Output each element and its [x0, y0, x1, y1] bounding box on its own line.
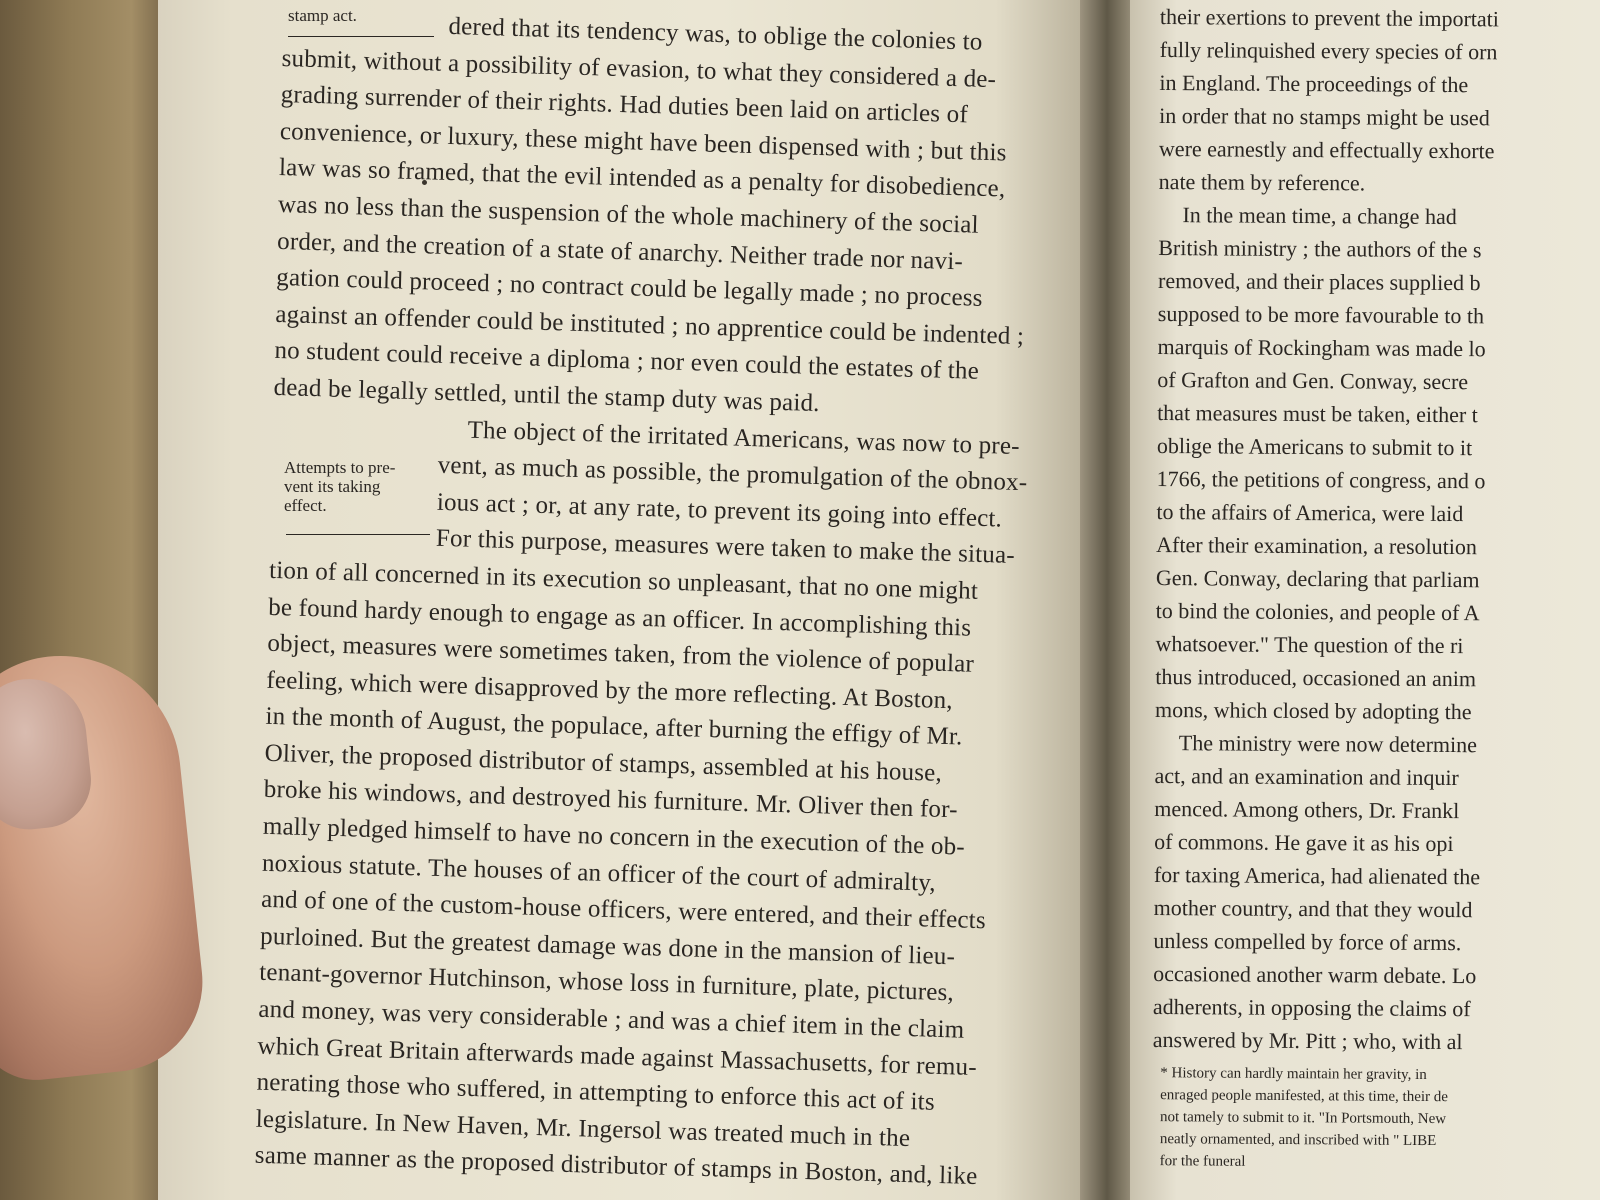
text-line: In the mean time, a change had — [1182, 202, 1457, 230]
text-line: legislature. In New Haven, Mr. Ingersol was treated much in the — [255, 1105, 911, 1152]
margin-rule-top — [288, 36, 434, 37]
text-line: whatsoever." The question of the ri — [1155, 630, 1464, 659]
text-line: mally pledged himself to have no concern in the execution of the ob- — [262, 812, 966, 861]
text-line: Gen. Conway, declaring that parliam — [1155, 564, 1480, 593]
text-line: to bind the colonies, and people of A — [1155, 597, 1480, 626]
margin-note-line: Attempts to pre- — [284, 458, 396, 477]
text-line: ious act ; or, at any rate, to prevent its going into effect. — [436, 488, 1003, 533]
text-line: purloined. But the greatest damage was done in the mansion of lieu- — [259, 922, 956, 971]
left-page-text — [254, 4, 1072, 1198]
footnote-line: * History can hardly maintain her gravity, in — [1160, 1065, 1427, 1084]
thumbnail-nail — [0, 673, 96, 834]
text-line: The ministry were now determine — [1178, 730, 1478, 758]
text-line: and money, was very considerable ; and was a chief item in the claim — [258, 995, 965, 1044]
text-line: British ministry ; the authors of the s — [1158, 234, 1482, 263]
right-page-footnote — [1160, 1062, 1600, 1176]
text-line: unless compelled by force of arms. — [1153, 927, 1462, 956]
text-line: be found hardy enough to engage as an officer. In accomplishing this — [267, 593, 972, 642]
text-line: nate them by reference. — [1158, 168, 1366, 196]
text-line: noxious statute. The houses of an officer of the court of admiralty, — [261, 849, 937, 897]
text-line: For this purpose, measures were taken to make the situa- — [435, 525, 1016, 570]
text-line: was no less than the suspension of the whole machinery of the social — [277, 190, 980, 239]
text-line: were earnestly and effectually exhorte — [1158, 135, 1495, 164]
text-line: supposed to be more favourable to th — [1157, 300, 1485, 329]
text-line: their exertions to prevent the importati — [1159, 3, 1500, 32]
text-line: dered that its tendency was, to oblige the colonies to — [448, 12, 983, 56]
text-line: fully relinquished every species of orn — [1159, 36, 1498, 65]
text-line: in order that no stamps might be used — [1159, 102, 1490, 131]
text-line: same manner as the proposed distributor of stamps in Boston, and, like — [254, 1142, 978, 1191]
footnote-line: neatly ornamented, and inscribed with " LIBE — [1159, 1131, 1437, 1150]
text-line: convenience, or luxury, these might have been dispensed with ; but this — [279, 117, 1007, 167]
text-line: Oliver, the proposed distributor of stamps, assembled at his house, — [264, 739, 943, 787]
right-book-page — [1130, 0, 1600, 1200]
text-line: of commons. He gave it as his opi — [1154, 828, 1454, 857]
text-line: and of one of the custom-house officers, were entered, and their effects — [260, 885, 987, 935]
text-line: nerating those who suffered, in attempting to enforce this act of its — [256, 1068, 936, 1117]
text-line: marquis of Rockingham was made lo — [1157, 333, 1486, 362]
text-line: of Grafton and Gen. Conway, secre — [1157, 366, 1469, 395]
right-page-text — [1153, 0, 1600, 1060]
text-line: act, and an examination and inquir — [1154, 762, 1459, 791]
text-line: object, measures were sometimes taken, from the violence of popular — [267, 629, 975, 678]
text-line: submit, without a possibility of evasion, to what they considered a de- — [281, 44, 997, 93]
footnote-line: not tamely to submit to it. "In Portsmouth, New — [1159, 1109, 1447, 1128]
text-line: mons, which closed by adopting the — [1154, 696, 1472, 725]
text-line: oblige the Americans to submit to it — [1156, 432, 1473, 461]
text-line: feeling, which were disapproved by the more reflecting. At Boston, — [266, 666, 954, 714]
text-line: removed, and their places supplied b — [1157, 267, 1481, 296]
text-line: tenant-governor Hutchinson, whose loss in furniture, plate, pictures, — [258, 959, 955, 1007]
text-line: against an offender could be instituted ; no apprentice could be indented ; — [275, 300, 1025, 350]
text-line: no student could receive a diploma ; nor even could the estates of the — [274, 337, 980, 386]
text-line: grading surrender of their rights. Had duties been laid on articles of — [280, 81, 969, 129]
text-line: which Great Britain afterwards made against Massachusetts, for remu- — [257, 1032, 978, 1081]
text-line: gation could proceed ; no contract could be legally made ; no process — [275, 264, 983, 313]
margin-note-stamp-act: stamp act. — [288, 6, 357, 25]
margin-rule-side — [286, 534, 430, 535]
text-line: answered by Mr. Pitt ; who, with al — [1152, 1026, 1463, 1055]
text-line: broke his windows, and destroyed his furniture. Mr. Oliver then for- — [263, 776, 959, 824]
text-line: in England. The proceedings of the — [1159, 69, 1469, 98]
text-line: in the month of August, the populace, after burning the effigy of Mr. — [265, 703, 963, 751]
text-line: The object of the irritated Americans, was now to pre- — [467, 416, 1021, 460]
margin-note-line: effect. — [284, 496, 327, 515]
margin-note-line: vent its taking — [284, 477, 381, 496]
text-line: 1766, the petitions of congress, and o — [1156, 465, 1486, 494]
left-book-page — [158, 0, 1088, 1200]
text-line: thus introduced, occasioned an anim — [1155, 663, 1477, 692]
text-line: order, and the creation of a state of anarchy. Neither trade nor navi- — [276, 227, 964, 275]
margin-note-attempts — [284, 458, 434, 515]
text-line: that measures must be taken, either t — [1157, 399, 1478, 428]
text-line: to the affairs of America, were laid — [1156, 498, 1464, 527]
text-line: dead be legally settled, until the stamp duty was paid. — [273, 373, 821, 418]
text-line: After their examination, a resolution — [1156, 531, 1478, 560]
text-line: for taxing America, had alienated the — [1153, 861, 1481, 890]
text-line: tion of all concerned in its execution so unpleasant, that no one might — [268, 556, 979, 605]
text-line: vent, as much as possible, the promulgation of the obnox- — [437, 451, 1028, 497]
text-line: occasioned another warm debate. Lo — [1153, 960, 1477, 989]
footnote-line: enraged people manifested, at this time, their de — [1160, 1087, 1449, 1106]
text-line: mother country, and that they would — [1153, 894, 1473, 923]
footnote-line: for the funeral — [1159, 1153, 1246, 1170]
text-line: menced. Among others, Dr. Frankl — [1154, 795, 1460, 824]
text-line: law was so framed, that the evil intended as a penalty for disobedience, — [278, 154, 1006, 203]
text-line: adherents, in opposing the claims of — [1152, 993, 1471, 1022]
